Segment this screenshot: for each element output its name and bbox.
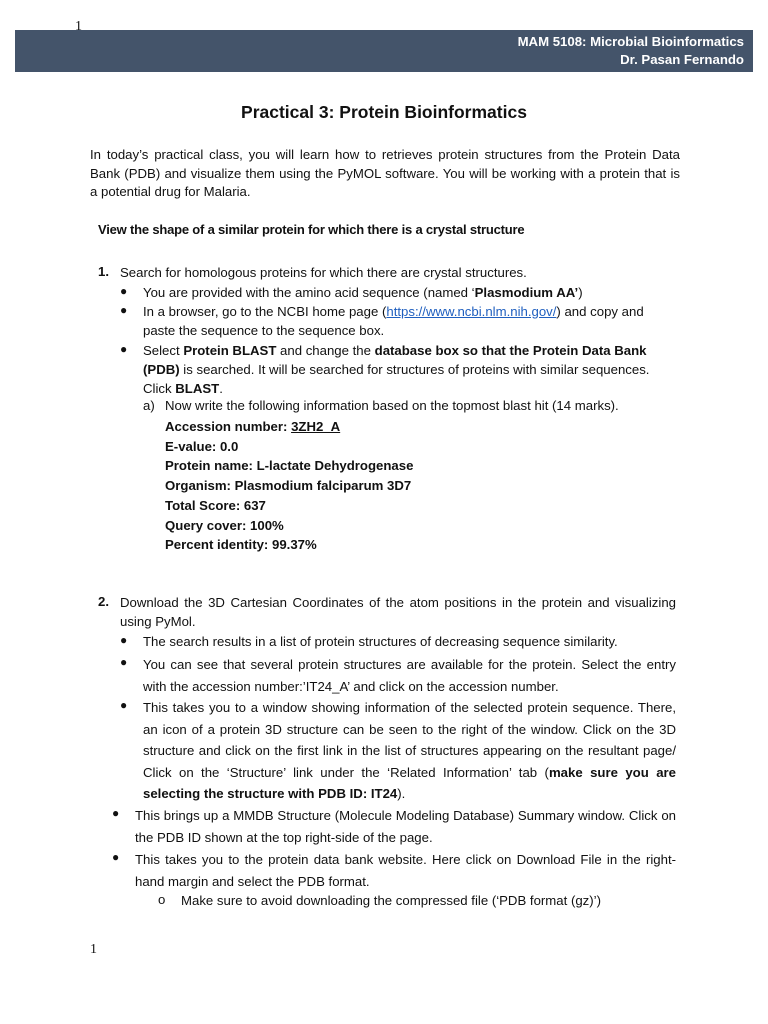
step-2-number: 2. — [98, 594, 109, 609]
bullet-marker: ● — [120, 303, 128, 317]
accession-value: 3ZH2_A — [291, 419, 341, 434]
bullet-marker: ● — [120, 698, 128, 712]
step-2-bullet-3 — [143, 697, 676, 805]
header-bar — [15, 30, 753, 72]
page-title: Practical 3: Protein Bioinformatics — [241, 102, 527, 122]
percent-identity-line: Percent identity: 99.37% — [165, 537, 317, 553]
bullet-text: ) and copy and paste the sequence to the sequence box. — [143, 304, 644, 338]
protein-blast-label: Protein BLAST — [183, 343, 277, 358]
step-2-bullet-2: You can see that several protein structures are available for the protein. Select the entry with the accession number:’IT24_A’ and click on the accession number. — [143, 657, 676, 694]
bullet-text: This takes you to a window showing information of the selected protein sequence. There, an icon of a protein 3D structure can be seen to the right of the window. Click on the 3D structure and click on the first link in the list of structures appearing on the resultant page/ Click on the ‘Structure’ link under the ‘Related Information’ tab ( — [143, 700, 676, 780]
pdb-id-instruction: make sure you are selecting the structure with PDB ID: IT24 — [143, 764, 677, 802]
evalue-line: E-value: 0.0 — [165, 438, 239, 454]
accession-number-line — [165, 417, 413, 437]
bullet-text: In a browser, go to the NCBI home page ( — [143, 304, 387, 319]
bullet-text: is searched. It will be searched for structures of proteins with similar sequences. Click — [143, 362, 650, 396]
bullet-marker: ● — [120, 342, 128, 356]
sub-item-label: a) — [143, 398, 155, 413]
sub-item-text: Now write the following information based on the topmost blast hit (14 marks). — [165, 398, 619, 413]
step-2-sub-bullet: Make sure to avoid downloading the compressed file (‘PDB format (gz)’) — [181, 893, 601, 908]
bullet-text: Select — [143, 343, 184, 358]
bullet-marker: ● — [120, 284, 128, 298]
bullet-text: ). — [397, 786, 406, 802]
step-1-bullet-2 — [143, 302, 676, 340]
protein-name-line: Protein name: L-lactate Dehydrogenase — [165, 458, 414, 474]
bullet-marker: ● — [120, 633, 128, 647]
course-title: MAM 5108: Microbial Bioinformatics — [517, 34, 744, 49]
database-instruction: database box so that the Protein Data Bank (PDB) — [143, 343, 647, 377]
instructor-name: Dr. Pasan Fernando — [620, 52, 744, 67]
bullet-marker: ● — [120, 655, 128, 669]
bullet-text: You are provided with the amino acid sequence (named ‘ — [143, 285, 475, 300]
step-2-bullet-1: The search results in a list of protein structures of decreasing sequence similarity. — [143, 634, 618, 649]
total-score-line: Total Score: 637 — [165, 497, 266, 513]
sequence-name: Plasmodium AA’ — [474, 285, 579, 300]
blast-results — [165, 417, 413, 555]
query-cover-line: Query cover: 100% — [165, 517, 284, 533]
organism-line: Organism: Plasmodium falciparum 3D7 — [165, 478, 412, 494]
step-2-bullet-4: This brings up a MMDB Structure (Molecule Modeling Database) Summary window. Click on the PDB ID shown at the top right-side of the page. — [135, 808, 676, 845]
footer-page-number: 1 — [90, 942, 97, 957]
bullet-text: . — [219, 381, 223, 396]
blast-label: BLAST — [175, 381, 220, 396]
step-1-number: 1. — [98, 264, 109, 279]
ncbi-link[interactable]: https://www.ncbi.nlm.nih.gov/ — [386, 304, 557, 319]
section-heading: View the shape of a similar protein for which there is a crystal structure — [98, 222, 525, 237]
bullet-marker: ● — [112, 850, 120, 864]
step-2-bullet-5: This takes you to the protein data bank website. Here click on Download File in the right-hand margin and select the PDB format. — [135, 852, 676, 889]
accession-label: Accession number: — [165, 419, 292, 434]
bullet-marker: ● — [112, 806, 120, 820]
step-1-text: Search for homologous proteins for which there are crystal structures. — [120, 265, 527, 280]
bullet-text: and change the — [276, 343, 375, 358]
intro-paragraph: In today’s practical class, you will learn how to retrieves protein structures from the Protein Data Bank (PDB) and visualize them using the PyMOL software. You will be working with a protein that is a potential drug for Malaria. — [90, 147, 680, 199]
step-1-bullet-3 — [143, 341, 676, 398]
step-1-bullet-1 — [143, 283, 676, 302]
step-2-text: Download the 3D Cartesian Coordinates of the atom positions in the protein and visualizing using PyMol. — [120, 595, 676, 629]
bullet-text: ) — [578, 285, 583, 300]
header-page-number: 1 — [75, 19, 82, 34]
sub-bullet-marker: o — [158, 892, 166, 907]
header-text — [518, 33, 744, 69]
